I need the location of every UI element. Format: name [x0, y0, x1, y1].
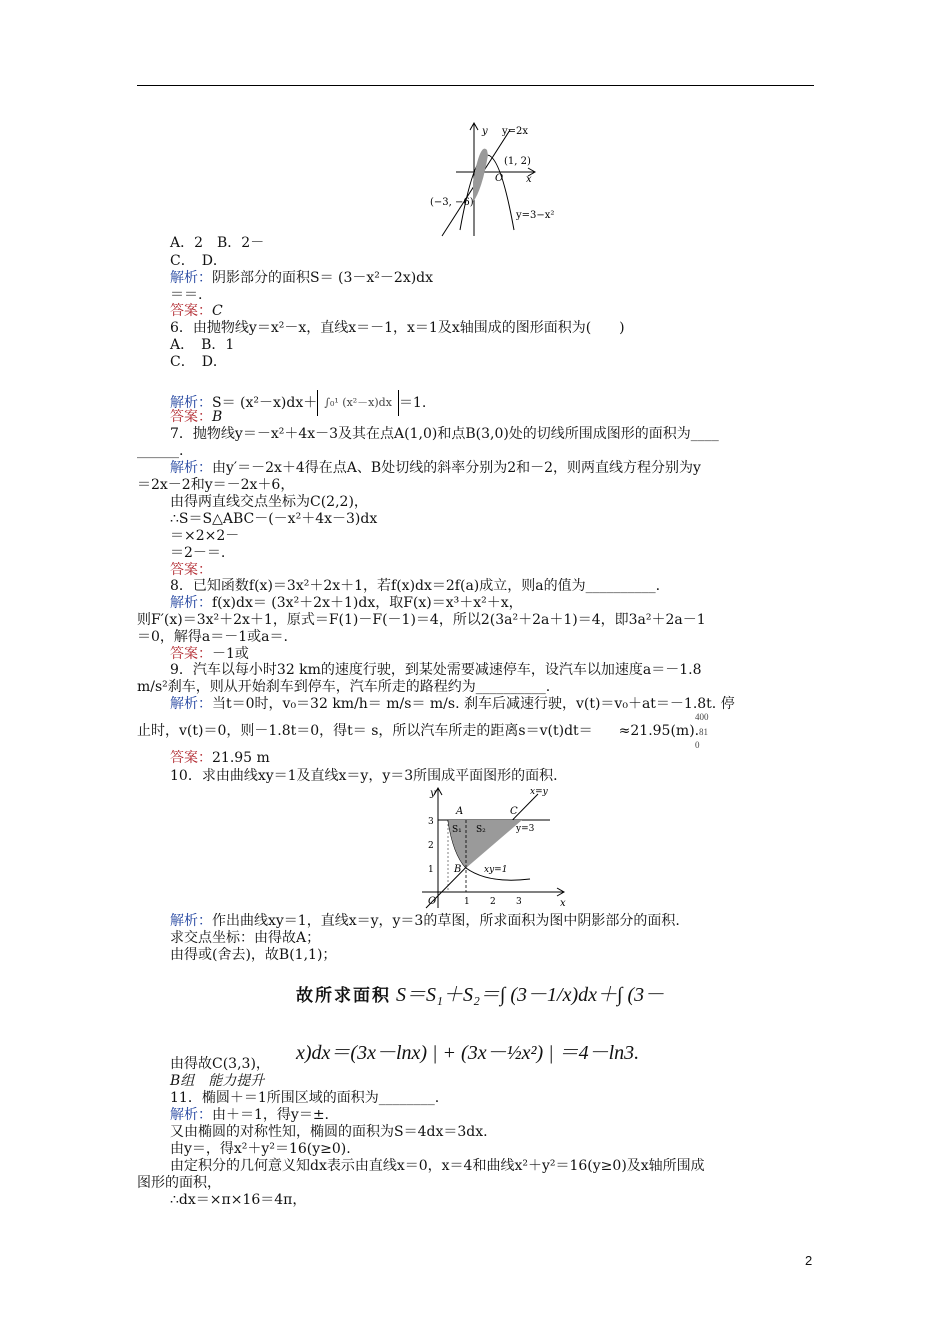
q8-solution-text: f(x)dx＝ (3x²＋2x＋1)dx，取F(x)＝x³＋x²＋x， — [212, 595, 523, 611]
q9-answer-value: 21.95 m — [212, 750, 270, 766]
q5-answer — [170, 302, 223, 320]
fig1-y-label: y — [482, 126, 488, 137]
q11-solution-4: 由定积分的几何意义知dx表示由直线x＝0，x＝4和曲线x²＋y²＝16(y≥0)及x轴所围成 — [170, 1158, 705, 1174]
q5-choices-2: C． D． — [170, 253, 227, 269]
answer-label: 答案： — [170, 409, 212, 425]
fig2-point-c: C — [510, 806, 518, 817]
q11-solution-6: ∴dx＝×π×16＝4π， — [170, 1192, 307, 1208]
fig1-point2-label: (−3, −6) — [430, 197, 474, 208]
fig2-origin-label: O — [428, 896, 437, 907]
q9-answer — [170, 749, 270, 767]
figure-parabola-line — [430, 120, 570, 238]
q9-solution-2a: 止时，v(t)＝0，则－1.8t＝0，得t＝ s，所以汽车所走的距离s＝v(t)dt＝ — [137, 723, 593, 739]
fig1-curve-label: y=3−x² — [516, 210, 555, 221]
q7-solution-3: 由得两直线交点坐标为C(2,2)， — [170, 494, 368, 510]
solution-label: 解析： — [170, 460, 212, 476]
q10-solution-1 — [170, 912, 680, 930]
page-number: 2 — [805, 1253, 813, 1268]
solution-label: 解析： — [170, 270, 212, 286]
answer-label: 答案： — [170, 750, 212, 766]
q9-limit-top: 400 — [695, 712, 709, 722]
answer-label: 答案： — [170, 562, 212, 578]
q6-answer — [170, 408, 222, 426]
q8-answer-value: －1或 — [212, 646, 249, 662]
solution-label: 解析： — [170, 913, 212, 929]
q6-choices-2: C． D． — [170, 354, 227, 370]
q9-solution-1 — [170, 695, 735, 713]
solution-label: 解析： — [170, 696, 212, 712]
q11-solution-1 — [170, 1106, 329, 1124]
q7-solution-1 — [170, 459, 701, 477]
q6-solution-b: ＝1. — [398, 395, 427, 411]
q10-stem: 10．求由曲线xy＝1及直线x＝y，y＝3所围成平面图形的面积. — [170, 768, 558, 784]
q9-stem-2: m/s²刹车，则从开始刹车到停车，汽车所走的路程约为__________. — [137, 679, 551, 695]
q10-formula-line-2: x)dx＝(3x－lnx) | + (3x－½x²) | ＝4－ln3. — [296, 1042, 640, 1064]
q11-stem: 11．椭圆＋＝1所围区域的面积为________. — [170, 1090, 440, 1106]
fig2-point-b: B — [454, 864, 462, 875]
q9-stem-1: 9．汽车以每小时32 km的速度行驶，到某处需要减速停车，设汽车以加速度a＝－1.8 — [170, 662, 702, 678]
q7-solution-2: ＝2x－2和y＝－2x＋6， — [137, 477, 295, 493]
q5-solution-2: ＝＝. — [170, 287, 203, 303]
q11-solution-5: 图形的面积， — [137, 1175, 221, 1191]
q9-solution-text: 当t＝0时，v₀＝32 km/h＝ m/s＝ m/s. 刹车后减速行驶，v(t)＝v₀＋at＝－1.8t. 停 — [212, 696, 735, 712]
q8-stem: 8．已知函数f(x)＝3x²＋2x＋1，若f(x)dx＝2f(a)成立，则a的值为__________. — [170, 578, 661, 594]
q10-solution-3: 由得或(舍去)，故B(1,1)； — [170, 947, 337, 963]
q10-solution-2: 求交点坐标：由得故A； — [170, 930, 321, 946]
q10-solution-4: 由得故C(3,3)， — [170, 1056, 270, 1072]
q10-formula-line-1 — [296, 978, 664, 1007]
q11-solution-3: 由y＝，得x²＋y²＝16(y≥0). — [170, 1141, 351, 1157]
fig1-x-label: x — [526, 174, 532, 185]
q5-solution-1 — [170, 269, 433, 287]
fig2-x-label: x — [560, 898, 566, 909]
fig2-tick-x1: 1 — [464, 897, 470, 907]
q6-stem: 6．由抛物线y＝x²－x，直线x＝－1，x＝1及x轴围成的图形面积为( ) — [170, 320, 625, 336]
fig2-y3-label: y=3 — [516, 824, 535, 834]
group-b-heading: B组 能力提升 — [170, 1073, 265, 1089]
fig2-hyperbola-label: xy=1 — [484, 865, 508, 875]
fig1-origin-label: O — [495, 173, 504, 184]
q5-choices-1: A．2 B．2－ — [170, 235, 265, 251]
fig2-y-label: y — [430, 788, 436, 799]
q6-solution-a: S＝ (x²－x)dx＋ — [212, 395, 318, 411]
q7-solution-6: ＝2－＝. — [170, 545, 226, 561]
fig2-tick-y1: 1 — [428, 865, 434, 875]
q10-solution-text: 作出曲线xy＝1，直线x＝y，y＝3的草图，所求面积为图中阴影部分的面积. — [212, 913, 680, 929]
answer-label: 答案： — [170, 646, 212, 662]
q5-answer-value: C — [212, 303, 223, 319]
answer-label: 答案： — [170, 303, 212, 319]
q7-solution-text: 由y′＝－2x＋4得在点A、B处切线的斜率分别为2和－2，则两直线方程分别为y — [212, 460, 701, 476]
q10-formula-math: S＝S₁＋S₂＝∫ (3－1/x)dx＋∫ (3－ — [396, 984, 665, 1006]
fig2-point-a: A — [456, 806, 464, 817]
fig2-tick-y2: 2 — [428, 841, 434, 851]
q11-solution-2: 又由椭圆的对称性知，椭圆的面积为S＝4dx＝3dx. — [170, 1124, 488, 1140]
q9-solution-2b: ≈21.95(m). — [618, 723, 700, 739]
fig2-tick-x3: 3 — [516, 897, 522, 907]
q9-solution-2 — [137, 722, 699, 740]
solution-label: 解析： — [170, 1107, 212, 1123]
fig2-tick-y3: 3 — [428, 817, 434, 827]
q6-answer-value: B — [212, 409, 223, 425]
q7-stem: 7．抛物线y＝－x²＋4x－3及其在点A(1,0)和点B(3,0)处的切线所围成图形的面积为____ — [170, 426, 719, 442]
q6-abs-integral: ∫₀¹ (x²－x)dx — [317, 390, 399, 416]
q8-solution-2: 则F′(x)＝3x²＋2x＋1，原式＝F(1)－F(－1)＝4，所以2(3a²＋2a＋1)＝4，即3a²＋2a－1 — [137, 612, 706, 628]
fig2-s1-label: S₁ — [452, 825, 462, 835]
q7-solution-4: ∴S＝S△ABC－(－x²＋4x－3)dx — [170, 511, 378, 527]
solution-label: 解析： — [170, 395, 212, 411]
fig2-s2-label: S₂ — [476, 825, 486, 835]
q5-solution-text: 阴影部分的面积S＝ (3－x²－2x)dx — [212, 270, 434, 286]
fig1-point-label: (1, 2) — [504, 156, 531, 167]
q7-stem-2: ______. — [137, 443, 184, 459]
fig2-tick-x2: 2 — [490, 897, 496, 907]
q7-solution-5: ＝×2×2－ — [170, 528, 240, 544]
q8-solution-1 — [170, 594, 523, 612]
q8-solution-3: ＝0，解得a＝－1或a＝. — [137, 629, 288, 645]
q10-formula-word: 故所求面积 — [296, 986, 391, 1005]
q11-solution-text: 由＋＝1，得y＝±. — [212, 1107, 329, 1123]
fig2-line-label: x=y — [530, 787, 548, 797]
q9-limit-mid: 81 — [699, 727, 708, 737]
figure-hyperbola-region — [418, 784, 570, 914]
q9-limit-bottom: 0 — [695, 740, 700, 750]
solution-label: 解析： — [170, 595, 212, 611]
header-rule — [137, 85, 814, 86]
q6-choices-1: A． B．1 — [170, 337, 235, 353]
fig1-line-label: y=2x — [502, 126, 529, 137]
